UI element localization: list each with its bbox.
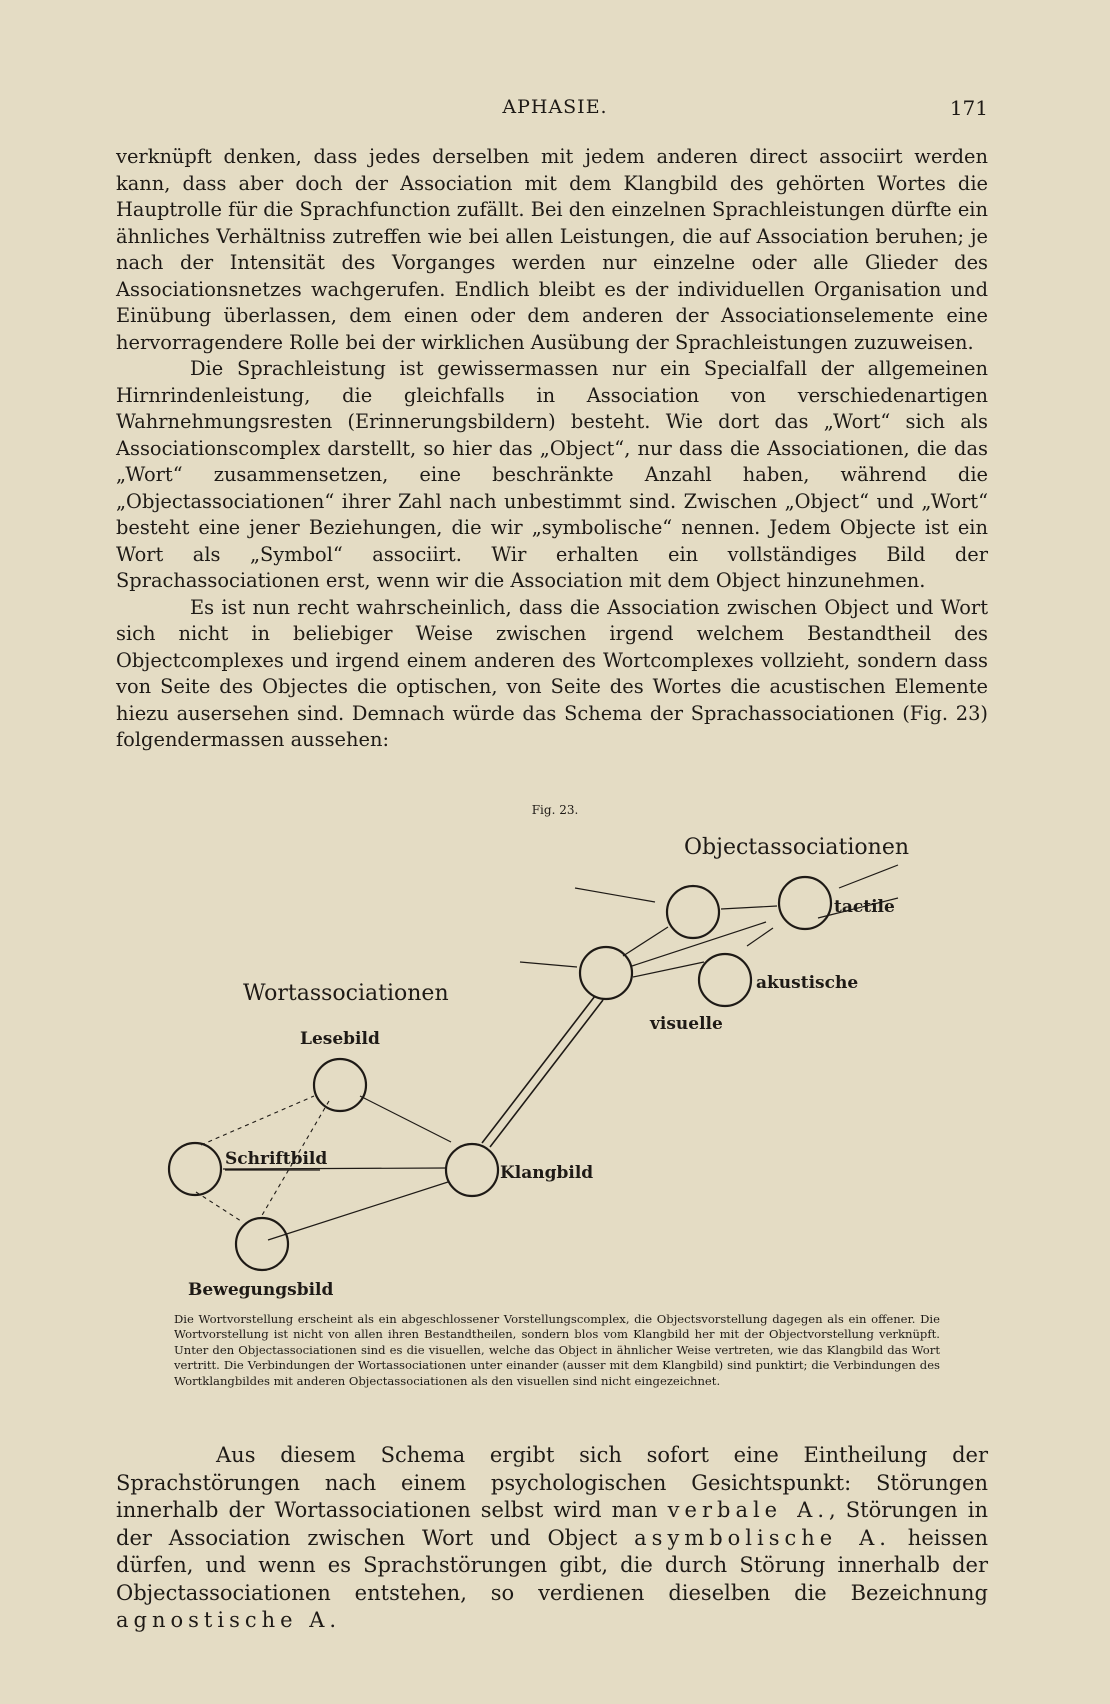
edge-bewegungsbild-klangbild xyxy=(268,1182,448,1240)
closing-paragraph xyxy=(116,1442,988,1635)
label-bewegungsbild: Bewegungsbild xyxy=(188,1280,334,1300)
term-verbale: verbale A. xyxy=(667,1498,830,1522)
edge-klangbild-visuelle-a xyxy=(482,996,595,1143)
paragraph-sprachleistung: Die Sprachleistung ist gewissermassen nur ein Specialfall der allgemeinen Hirnrindenleistung, die gleichfalls in Association von verschiedenartigen Wahrnehmungsresten (Erinnerungsbildern) besteht. Wie dort das „Wort“ sich als Associationscomplex darstellt, so hier das „Object“, nur dass die Associationen, die das „Wort“ zusammensetzen, eine beschränkte Anzahl haben, während die „Objectassociationen“ ihrer Zahl nach unbestimmt sind. Zwischen „Object“ und „Wort“ besteht eine jener Beziehungen, die wir „symbolische“ nennen. Jedem Objecte ist ein Wort als „Symbol“ associirt. Wir erhalten ein vollständiges Bild der Sprachassociationen erst, wenn wir die Association mit dem Object hinzunehmen. xyxy=(116,357,988,592)
edge-open-2 xyxy=(839,865,898,888)
running-head-title: APHASIE. xyxy=(502,96,608,118)
paragraph-association: Es ist nun recht wahrscheinlich, dass die Association zwischen Object und Wort sich nicht in beliebiger Weise zwischen irgend welchem Bestandtheil des Objectcomplexes und irgend einem anderen des Wortcomplexes vollzieht, sondern dass von Seite des Objectes die optischen, von Seite des Wortes die acustischen Elemente hiezu ausersehen sind. Demnach würde das Schema der Sprachassociationen (Fig. 23) folgendermassen aussehen: xyxy=(116,595,988,751)
edge-obj-akustische-tactile xyxy=(747,928,773,946)
edge-schriftbild-bewegungsbild xyxy=(196,1192,241,1221)
term-asymbolische: asymbolische A. xyxy=(634,1525,891,1550)
edge-lesebild-klangbild xyxy=(360,1096,451,1142)
paragraph-continuation: verknüpft denken, dass jedes derselben mit jedem anderen direct associirt werden kann, dass aber doch der Association mit dem Klangbild des gehörten Wortes die Hauptrolle für die Sprachfunction zufällt. Bei den einzelnen Sprachleistungen dürfte ein ähnliches Verhältniss zutreffen wie bei allen Leistungen, die auf Association beruhen; je nach der Intensität des Vorganges werden nur einzelne oder alle Glieder des Associationsnetzes wachgerufen. Endlich bleibt es der individuellen Organisation und Einübung überlassen, dem einen oder dem anderen der Associationselemente eine hervorragendere Rolle bei der wirklichen Ausübung der Sprachleistungen zuzuweisen. xyxy=(116,145,988,354)
node-circle-akustische xyxy=(699,954,751,1006)
label-wortassociationen: Wortassociationen xyxy=(243,981,449,1006)
page-number: 171 xyxy=(949,96,988,120)
edge-klangbild-visuelle-b xyxy=(490,1000,603,1147)
edge-obj-visuelle-tactile xyxy=(632,922,766,966)
label-tactile: tactile xyxy=(834,897,895,917)
figure-label: Fig. 23. xyxy=(531,803,579,817)
node-circle-lesebild xyxy=(314,1059,366,1111)
label-klangbild: Klangbild xyxy=(500,1163,594,1183)
closing-text-2: , Störungen in der Association zwischen Wort und Object xyxy=(116,1498,988,1550)
edge-open-4 xyxy=(520,962,577,967)
association-diagram xyxy=(150,820,960,1310)
edge-schriftbild-lesebild xyxy=(201,1096,314,1145)
node-circle-visuelle xyxy=(580,947,632,999)
running-head xyxy=(0,96,1110,128)
node-circle-klangbild xyxy=(446,1144,498,1196)
label-schriftbild: Schriftbild xyxy=(225,1149,328,1169)
edge-obj-visuelle-akustische xyxy=(633,962,704,977)
label-objectassociationen: Objectassociationen xyxy=(684,835,910,860)
edge-open-1 xyxy=(575,888,655,902)
term-agnostische: agnostische A. xyxy=(116,1608,342,1632)
edge-obj-top-tactile xyxy=(721,906,777,909)
label-akustische: akustische xyxy=(756,973,859,993)
label-lesebild: Lesebild xyxy=(300,1029,380,1049)
edge-obj-visuelle-top xyxy=(623,927,668,956)
closing-text-1: Aus diesem Schema ergibt sich sofort eine Eintheilung der Sprachstörungen nach einem psychologischen Gesichtspunkt: Störungen innerhalb der Wortassociationen selbst wird man xyxy=(116,1443,988,1522)
node-circle-object-top xyxy=(667,886,719,938)
closing-text-3: heissen dürfen, und wenn es Sprachstörungen gibt, die durch Störung innerhalb der Objectassociationen entstehen, so verdienen dieselben die Bezeichnung xyxy=(116,1525,988,1605)
node-circle-schriftbild xyxy=(169,1143,221,1195)
node-circle-tactile xyxy=(779,877,831,929)
label-visuelle: visuelle xyxy=(650,1014,723,1034)
figure-caption: Die Wortvorstellung erscheint als ein abgeschlossener Vorstellungscomplex, die Objectsvorstellung dagegen als ein offener. Die Wortvorstellung ist nicht von allen ihren Bestandtheilen, sondern blos vom Klangbild her mit der Objectvorstellung verknüpft. Unter den Objectassociationen sind es die visuellen, welche das Object in ähnlicher Weise vertreten, wie das Klangbild das Wort vertritt. Die Verbindungen der Wortassociationen unter einander (ausser mit dem Klangbild) sind punktirt; die Verbindungen des Wortklangbildes mit anderen Objectassociationen als den visuellen sind nicht eingezeichnet. xyxy=(174,1312,940,1388)
node-circle-bewegungsbild xyxy=(236,1218,288,1270)
body-text xyxy=(116,144,988,754)
